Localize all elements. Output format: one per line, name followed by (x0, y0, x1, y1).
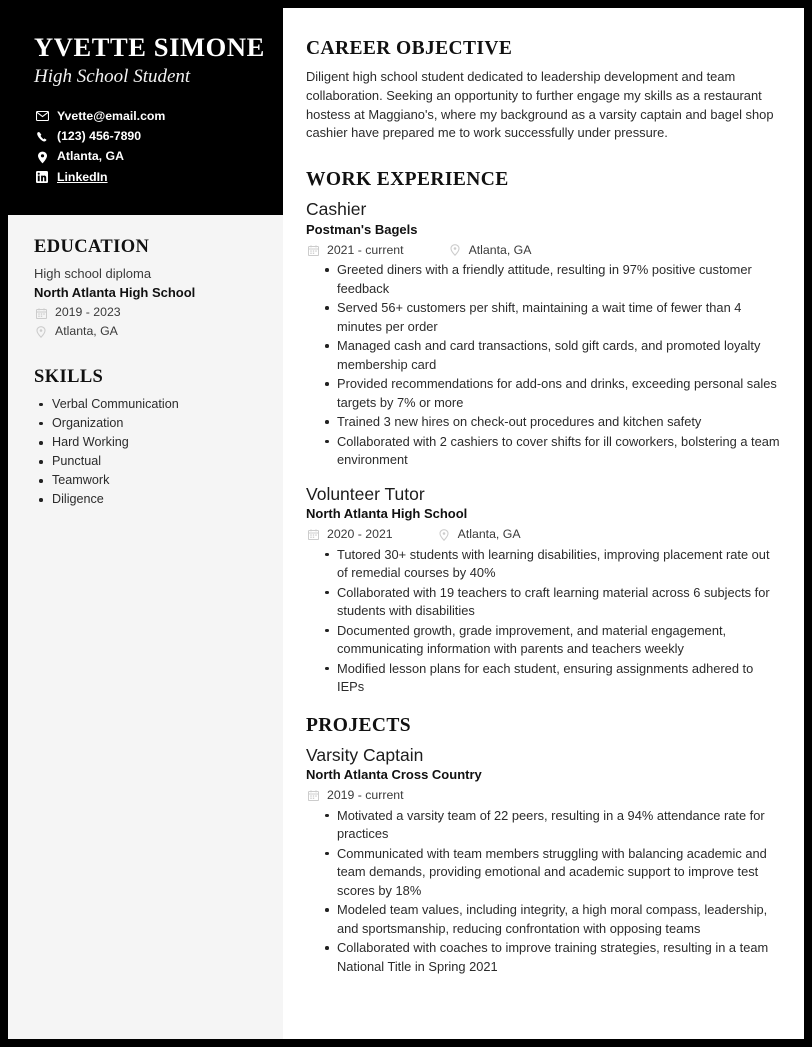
phone-icon (34, 131, 50, 143)
entry-location: Atlanta, GA (468, 242, 532, 257)
sidebar-body (8, 215, 283, 510)
education-dates-row (34, 304, 263, 322)
contact-item-location (34, 149, 261, 164)
list-item: Greeted diners with a friendly attitude, resulting in 97% positive customer feedback (337, 261, 782, 298)
entry-bullets (306, 261, 782, 469)
entry-title: Cashier (306, 199, 367, 220)
projects-section (306, 715, 782, 976)
map-pin-icon (437, 529, 451, 541)
contact-list (34, 109, 261, 185)
linkedin-icon (34, 171, 50, 183)
project-entry-varsity-captain (306, 745, 782, 976)
map-pin-icon (34, 326, 48, 338)
career-objective-text: Diligent high school student dedicated to leadership development and team collaboration. Seeking an opportunity to further engage my skills as a restaurant hostess at Maggiano's, where my background as a varsity captain and bagel shop cashier have prepared me to work successfully under pressure. (306, 69, 774, 141)
entry-dates-row (306, 787, 404, 805)
contact-email-text: Yvette@email.com (57, 108, 166, 123)
list-item: Organization (50, 414, 263, 433)
entry-meta (306, 242, 782, 260)
entry-location-row (437, 526, 521, 544)
header-block (8, 8, 283, 215)
education-school: North Atlanta High School (34, 284, 196, 300)
career-objective-heading: CAREER OBJECTIVE (306, 38, 513, 59)
entry-dates: 2020 - 2021 (327, 526, 393, 541)
career-objective-section (306, 38, 782, 143)
projects-heading: PROJECTS (306, 714, 412, 736)
skills-list (34, 395, 263, 510)
education-location: Atlanta, GA (55, 323, 118, 338)
skills-heading: SKILLS (34, 366, 104, 387)
education-location-row (34, 323, 263, 341)
work-entry-volunteer-tutor (306, 484, 782, 697)
contact-item-linkedin[interactable] (34, 170, 261, 185)
entry-dates: 2019 - current (327, 787, 404, 802)
list-item: Provided recommendations for add-ons and drinks, exceeding personal sales targets by 7% or more (337, 375, 782, 412)
envelope-icon (34, 111, 50, 121)
contact-location-text: Atlanta, GA (57, 149, 124, 164)
skills-section (34, 367, 263, 510)
entry-organization: North Atlanta Cross Country (306, 766, 482, 782)
entry-dates: 2021 - current (327, 242, 404, 257)
entry-location-row (448, 242, 532, 260)
map-pin-icon (34, 151, 50, 164)
main-column (283, 8, 804, 1039)
candidate-job-title: High School Student (34, 65, 191, 87)
education-dates: 2019 - 2023 (55, 305, 121, 320)
resume-sheet (8, 8, 804, 1039)
work-experience-section (306, 169, 782, 696)
entry-bullets (306, 807, 782, 976)
list-item: Diligence (50, 490, 263, 509)
calendar-icon (34, 308, 48, 319)
list-item: Tutored 30+ students with learning disabilities, improving placement rate out of remedial courses by 40% (337, 546, 782, 583)
list-item: Teamwork (50, 471, 263, 490)
list-item: Hard Working (50, 433, 263, 452)
list-item: Documented growth, grade improvement, and material engagement, communicating information with parents and teachers weekly (337, 622, 782, 659)
list-item: Managed cash and card transactions, sold gift cards, and promoted loyalty membership card (337, 337, 782, 374)
contact-linkedin-link[interactable]: LinkedIn (57, 169, 108, 184)
map-pin-icon (448, 244, 462, 256)
list-item: Punctual (50, 452, 263, 471)
sidebar-column (8, 8, 283, 1039)
list-item: Motivated a varsity team of 22 peers, resulting in a 94% attendance rate for practices (337, 807, 782, 844)
list-item: Verbal Communication (50, 395, 263, 414)
calendar-icon (306, 790, 320, 801)
entry-meta (306, 526, 782, 544)
entry-bullets (306, 546, 782, 697)
education-section (34, 237, 263, 341)
list-item: Collaborated with 2 cashiers to cover shifts for ill coworkers, bolstering a team environment (337, 433, 782, 470)
list-item: Served 56+ customers per shift, maintaining a wait time of fewer than 4 minutes per order (337, 299, 782, 336)
contact-item-email (34, 109, 261, 124)
candidate-name: YVETTE SIMONE (34, 32, 265, 62)
education-heading: EDUCATION (34, 237, 150, 257)
work-entry-cashier (306, 199, 782, 469)
education-degree: High school diploma (34, 266, 152, 281)
work-experience-heading: WORK EXPERIENCE (306, 169, 509, 191)
calendar-icon (306, 529, 320, 540)
calendar-icon (306, 245, 320, 256)
list-item: Communicated with team members struggling with balancing academic and team demands, providing emotional and academic support to improve test scores by 18% (337, 845, 782, 900)
list-item: Collaborated with coaches to improve training strategies, resulting in a team National Title in Spring 2021 (337, 939, 782, 976)
list-item: Modified lesson plans for each student, ensuring assignments adhered to IEPs (337, 660, 782, 697)
entry-location: Atlanta, GA (457, 526, 521, 541)
entry-dates-row (306, 526, 393, 544)
entry-title: Varsity Captain (306, 744, 424, 765)
entry-title: Volunteer Tutor (306, 483, 425, 504)
entry-dates-row (306, 242, 404, 260)
entry-organization: Postman's Bagels (306, 221, 418, 237)
list-item: Collaborated with 19 teachers to craft learning material across 6 subjects for students with disabilities (337, 584, 782, 621)
list-item: Trained 3 new hires on check-out procedures and kitchen safety (337, 413, 782, 431)
contact-item-phone (34, 129, 261, 144)
entry-organization: North Atlanta High School (306, 506, 468, 522)
entry-meta (306, 787, 782, 805)
contact-phone-text: (123) 456-7890 (57, 128, 142, 143)
list-item: Modeled team values, including integrity, a high moral compass, leadership, and sportsmanship, reducing confrontation with opposing teams (337, 901, 782, 938)
